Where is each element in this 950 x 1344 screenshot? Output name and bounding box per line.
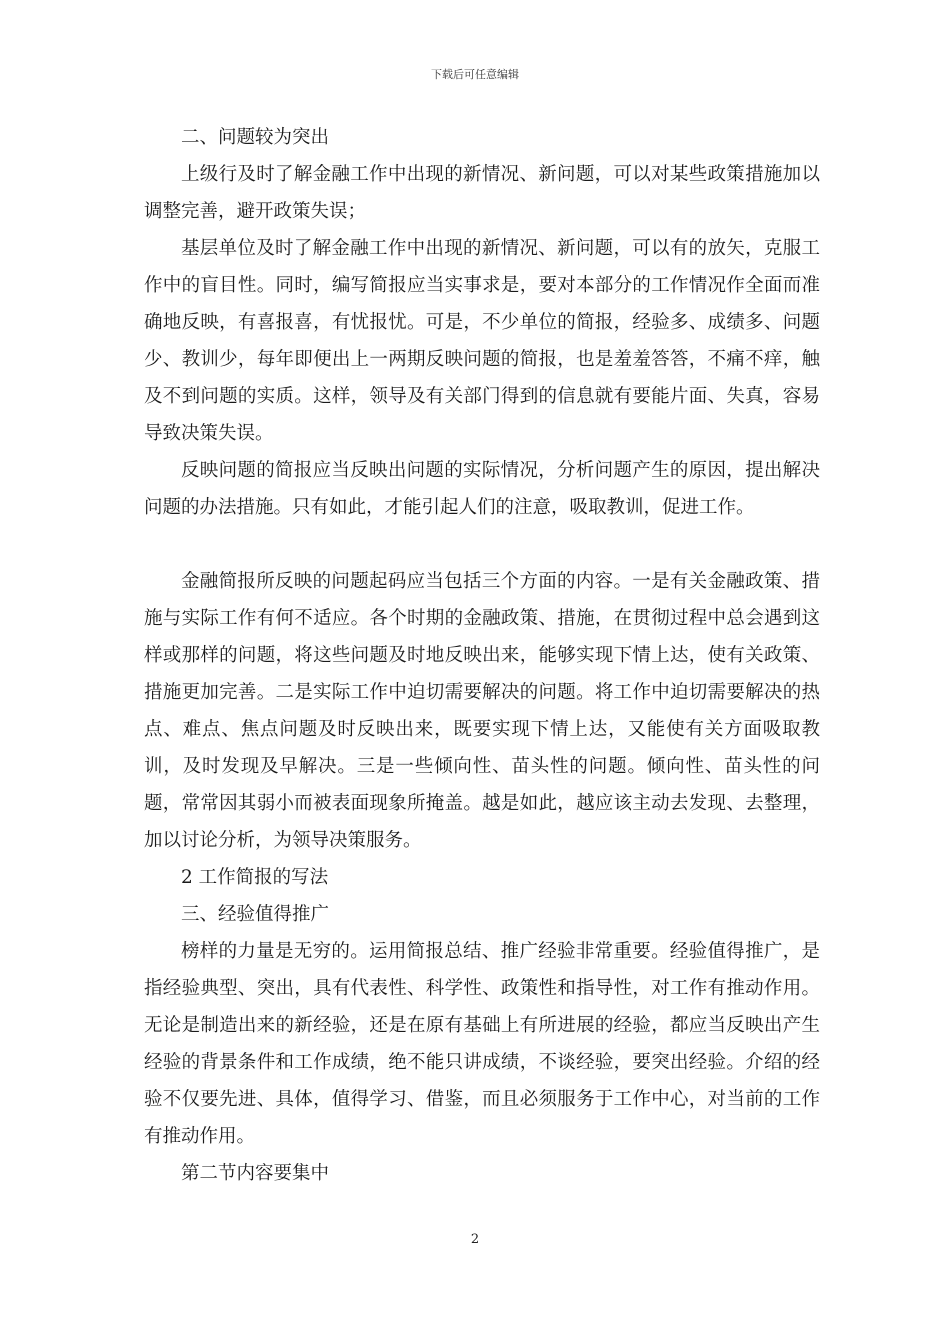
- section-heading: 三、经验值得推广: [181, 904, 330, 925]
- body-paragraph: 榜样的力量是无穷的。运用简报总结、推广经验非常重要。经验值得推广，是指经验典型、突出，具有代表性、科学性、政策性和指导性，对工作有推动作用。无论是制造出来的新经验，还是在原有基础上有所进展的经验，都应当反映出产生经验的背景条件和工作成绩，绝不能只讲成绩，不谈经验，要突出经验。介绍的经验不仅要先进、具体，值得学习、借鉴，而且必须服务于工作中心，对当前的工作有推动作用。: [144, 941, 820, 1147]
- body-paragraph: 反映问题的简报应当反映出问题的实际情况，分析问题产生的原因，提出解决问题的办法措施。只有如此，才能引起人们的注意，吸取教训，促进工作。: [144, 460, 820, 518]
- section-heading: 二、问题较为突出: [181, 127, 330, 148]
- body-paragraph: 基层单位及时了解金融工作中出现的新情况、新问题，可以有的放矢，克服工作中的盲目性。同时，编写简报应当实事求是，要对本部分的工作情况作全面而准确地反映，有喜报喜，有忧报忧。可是，不少单位的简报，经验多、成绩多、问题少、教训少，每年即便出上一两期反映问题的简报，也是羞羞答答，不痛不痒，触及不到问题的实质。这样，领导及有关部门得到的信息就有要能片面、失真，容易导致决策失误。: [144, 238, 820, 444]
- document-body: [144, 119, 820, 1192]
- section-heading: 第二节内容要集中: [181, 1163, 330, 1184]
- section-heading: 2 工作简报的写法: [181, 867, 329, 888]
- page-number: 2: [470, 1232, 480, 1247]
- page-header: 下载后可任意编辑: [431, 68, 519, 81]
- body-paragraph: 金融简报所反映的问题起码应当包括三个方面的内容。一是有关金融政策、措施与实际工作有何不适应。各个时期的金融政策、措施，在贯彻过程中总会遇到这样或那样的问题，将这些问题及时地反映出来，能够实现下情上达，使有关政策、措施更加完善。二是实际工作中迫切需要解决的问题。将工作中迫切需要解决的热点、难点、焦点问题及时反映出来，既要实现下情上达，又能使有关方面吸取教训，及时发现及早解决。三是一些倾向性、苗头性的问题。倾向性、苗头性的问题，常常因其弱小而被表面现象所掩盖。越是如此，越应该主动去发现、去整理，加以讨论分析，为领导决策服务。: [144, 571, 820, 851]
- body-paragraph: 上级行及时了解金融工作中出现的新情况、新问题，可以对某些政策措施加以调整完善，避开政策失误；: [144, 164, 820, 222]
